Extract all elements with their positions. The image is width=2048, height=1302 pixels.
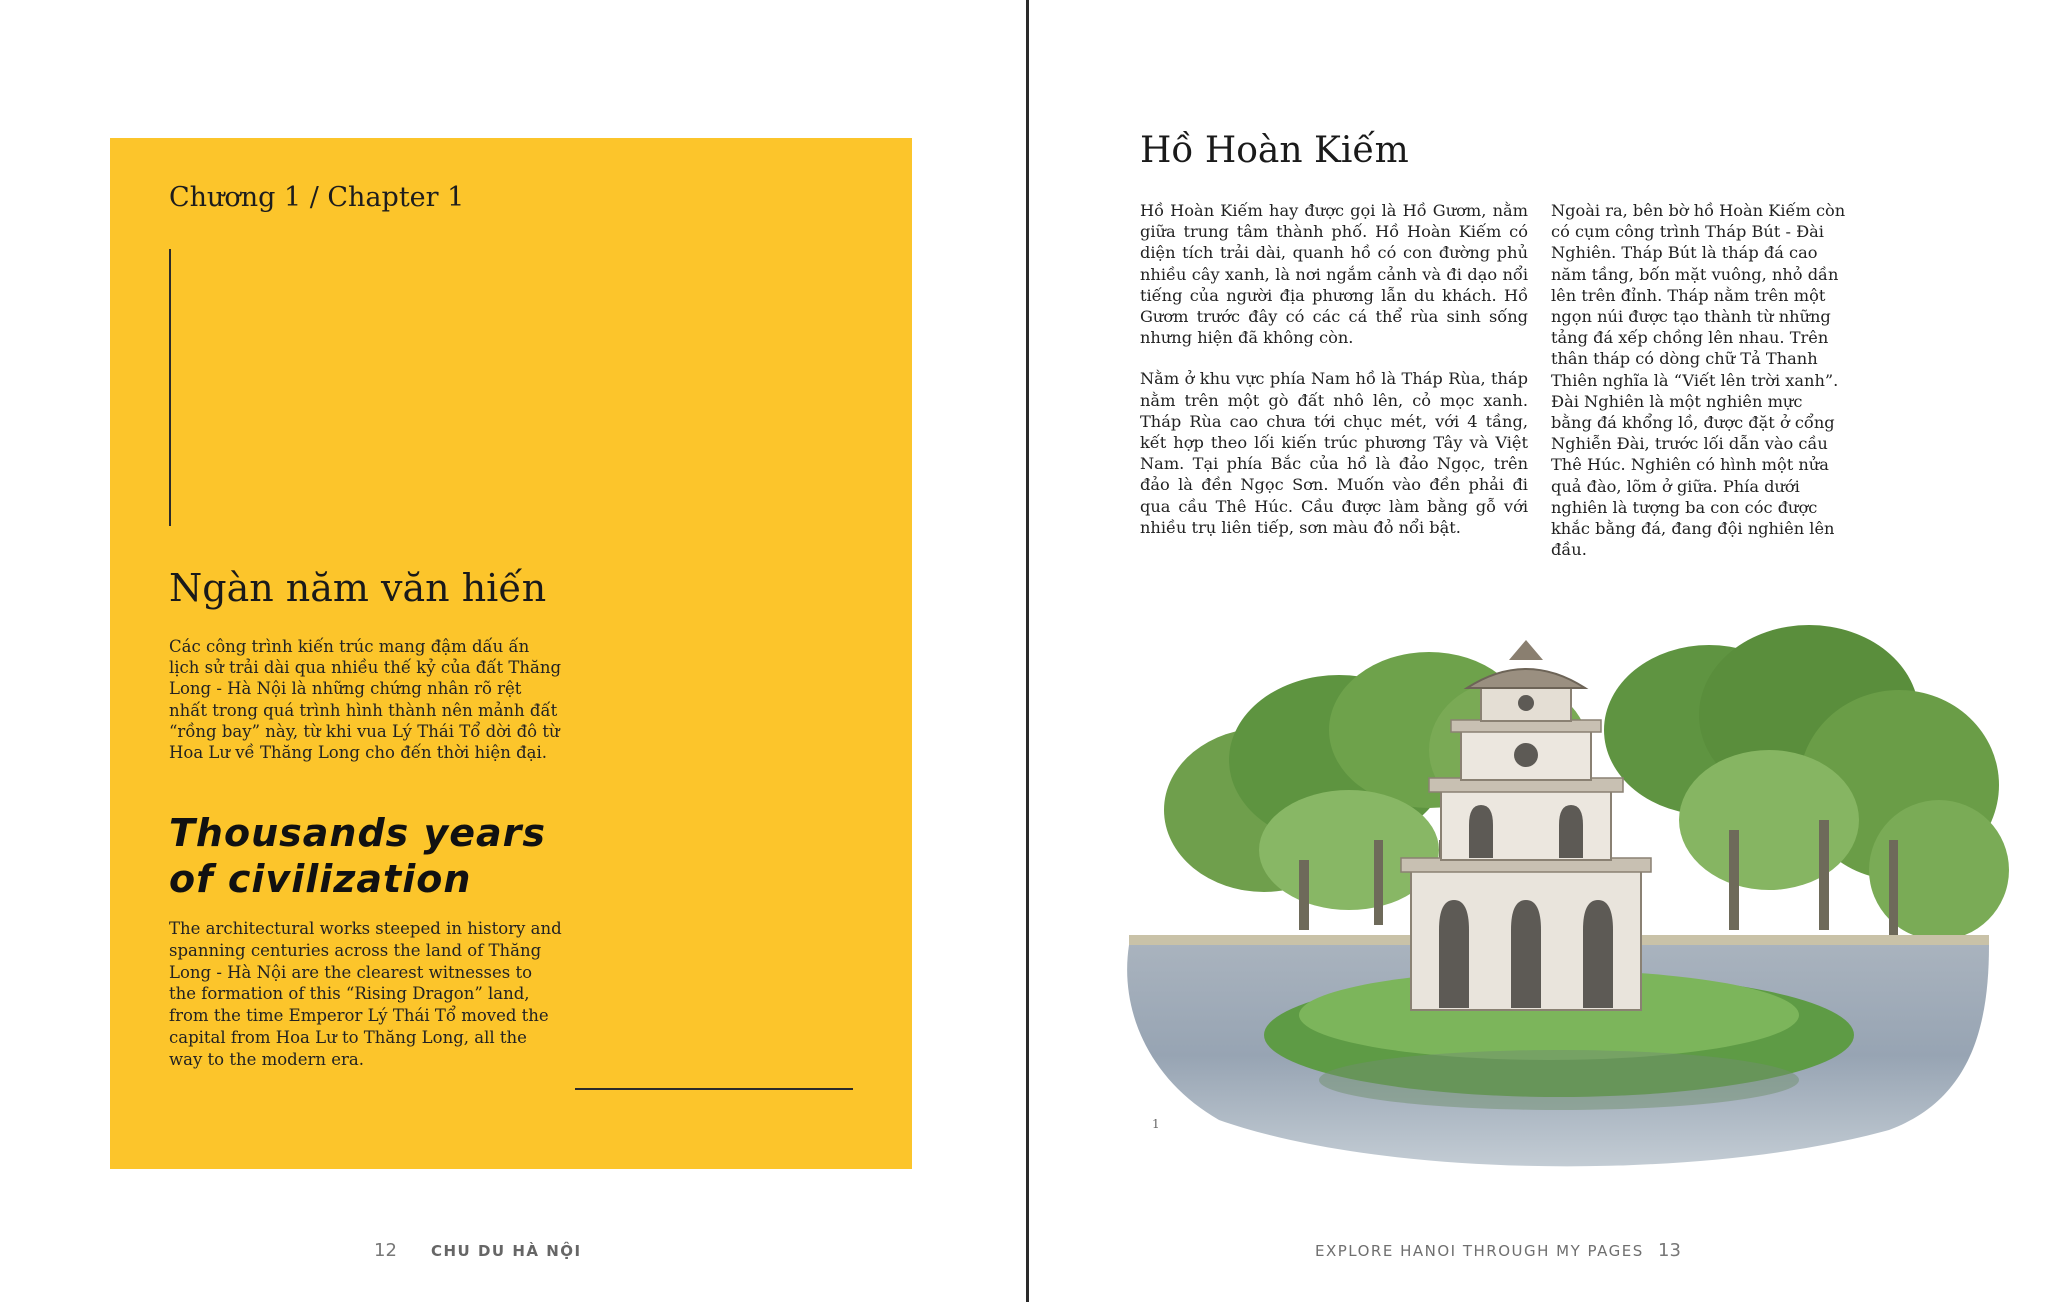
text-column-2 xyxy=(1551,200,1848,580)
english-title xyxy=(169,810,546,902)
running-title-right: EXPLORE HANOI THROUGH MY PAGES xyxy=(1315,1242,1644,1260)
illustration-plate-number: 1 xyxy=(1152,1117,1160,1131)
vietnamese-paragraph: Các công trình kiến trúc mang đậm dấu ấn lịch sử trải dài qua nhiều thế kỷ của đất Thăng Long - Hà Nội là những chứng nhân rõ rệt nhất trong quá trình hình thành nên mảnh đất “rồng bay” này, từ khi vua Lý Thái Tổ dời đô từ Hoa Lư về Thăng Long cho đến thời hiện đại. xyxy=(169,637,562,763)
page-title: Hồ Hoàn Kiếm xyxy=(1140,130,1409,171)
english-title-line-1: Thousands years xyxy=(169,811,547,855)
column-1-paragraph-2: Nằm ở khu vực phía Nam hồ là Tháp Rùa, tháp nằm trên một gò đất nhô lên, cỏ mọc xanh. Tháp Rùa cao chưa tới chục mét, với 4 tầng, kết hợp theo lối kiến trúc phương Tây và Việt Nam. Tại phía Bắc của hồ là đảo Ngọc, trên đảo là đền Ngọc Sơn. Muốn vào đền phải đi qua cầu Thê Húc. Cầu được làm bằng gỗ với nhiều trụ liên tiếp, sơn màu đỏ nổi bật. xyxy=(1140,369,1528,537)
turtle-tower-illustration xyxy=(1089,610,2009,1175)
vertical-rule xyxy=(169,249,171,526)
chapter-panel xyxy=(110,138,912,1169)
chapter-label: Chương 1 / Chapter 1 xyxy=(169,182,465,213)
horizontal-rule xyxy=(575,1088,853,1090)
page-number-right: 13 xyxy=(1658,1240,1681,1261)
page-number-left: 12 xyxy=(374,1240,397,1261)
vietnamese-title: Ngàn năm văn hiến xyxy=(169,566,547,610)
english-title-line-2: of civilization xyxy=(169,857,472,901)
english-paragraph: The architectural works steeped in history and spanning centuries across the land of Thăng Long - Hà Nội are the clearest witnesses to the formation of this “Rising Dragon” land, from the time Emperor Lý Thái Tổ moved the capital from Hoa Lư to Thăng Long, all the way to the modern era. xyxy=(169,919,562,1069)
right-page xyxy=(1029,0,2048,1302)
column-1-paragraph-1: Hồ Hoàn Kiếm hay được gọi là Hồ Gươm, nằm giữa trung tâm thành phố. Hồ Hoàn Kiếm có diện tích trải dài, quanh hồ có con đường phủ nhiều cây xanh, là nơi ngắm cảnh và đi dạo nổi tiếng của người địa phương lẫn du khách. Hồ Gươm trước đây có các cá thể rùa sinh sống nhưng hiện đã không còn. xyxy=(1140,201,1528,348)
running-title-left: CHU DU HÀ NỘI xyxy=(431,1242,582,1260)
column-2-paragraph: Ngoài ra, bên bờ hồ Hoàn Kiếm còn có cụm công trình Tháp Bút - Đài Nghiên. Tháp Bút là tháp đá cao năm tầng, bốn mặt vuông, nhỏ dần lên trên đỉnh. Tháp nằm trên một ngọn núi được tạo thành từ những tảng đá xếp chồng lên nhau. Trên thân tháp có dòng chữ Tả Thanh Thiên nghĩa là “Viết lên trời xanh”. Đài Nghiên là một nghiên mực bằng đá khổng lồ, được đặt ở cổng Nghiễn Đài, trước lối dẫn vào cầu Thê Húc. Nghiên có hình một nửa quả đào, lõm ở giữa. Phía dưới nghiên là tượng ba con cóc được khắc bằng đá, đang đội nghiên lên đầu. xyxy=(1551,201,1846,560)
text-column-1 xyxy=(1140,200,1528,558)
